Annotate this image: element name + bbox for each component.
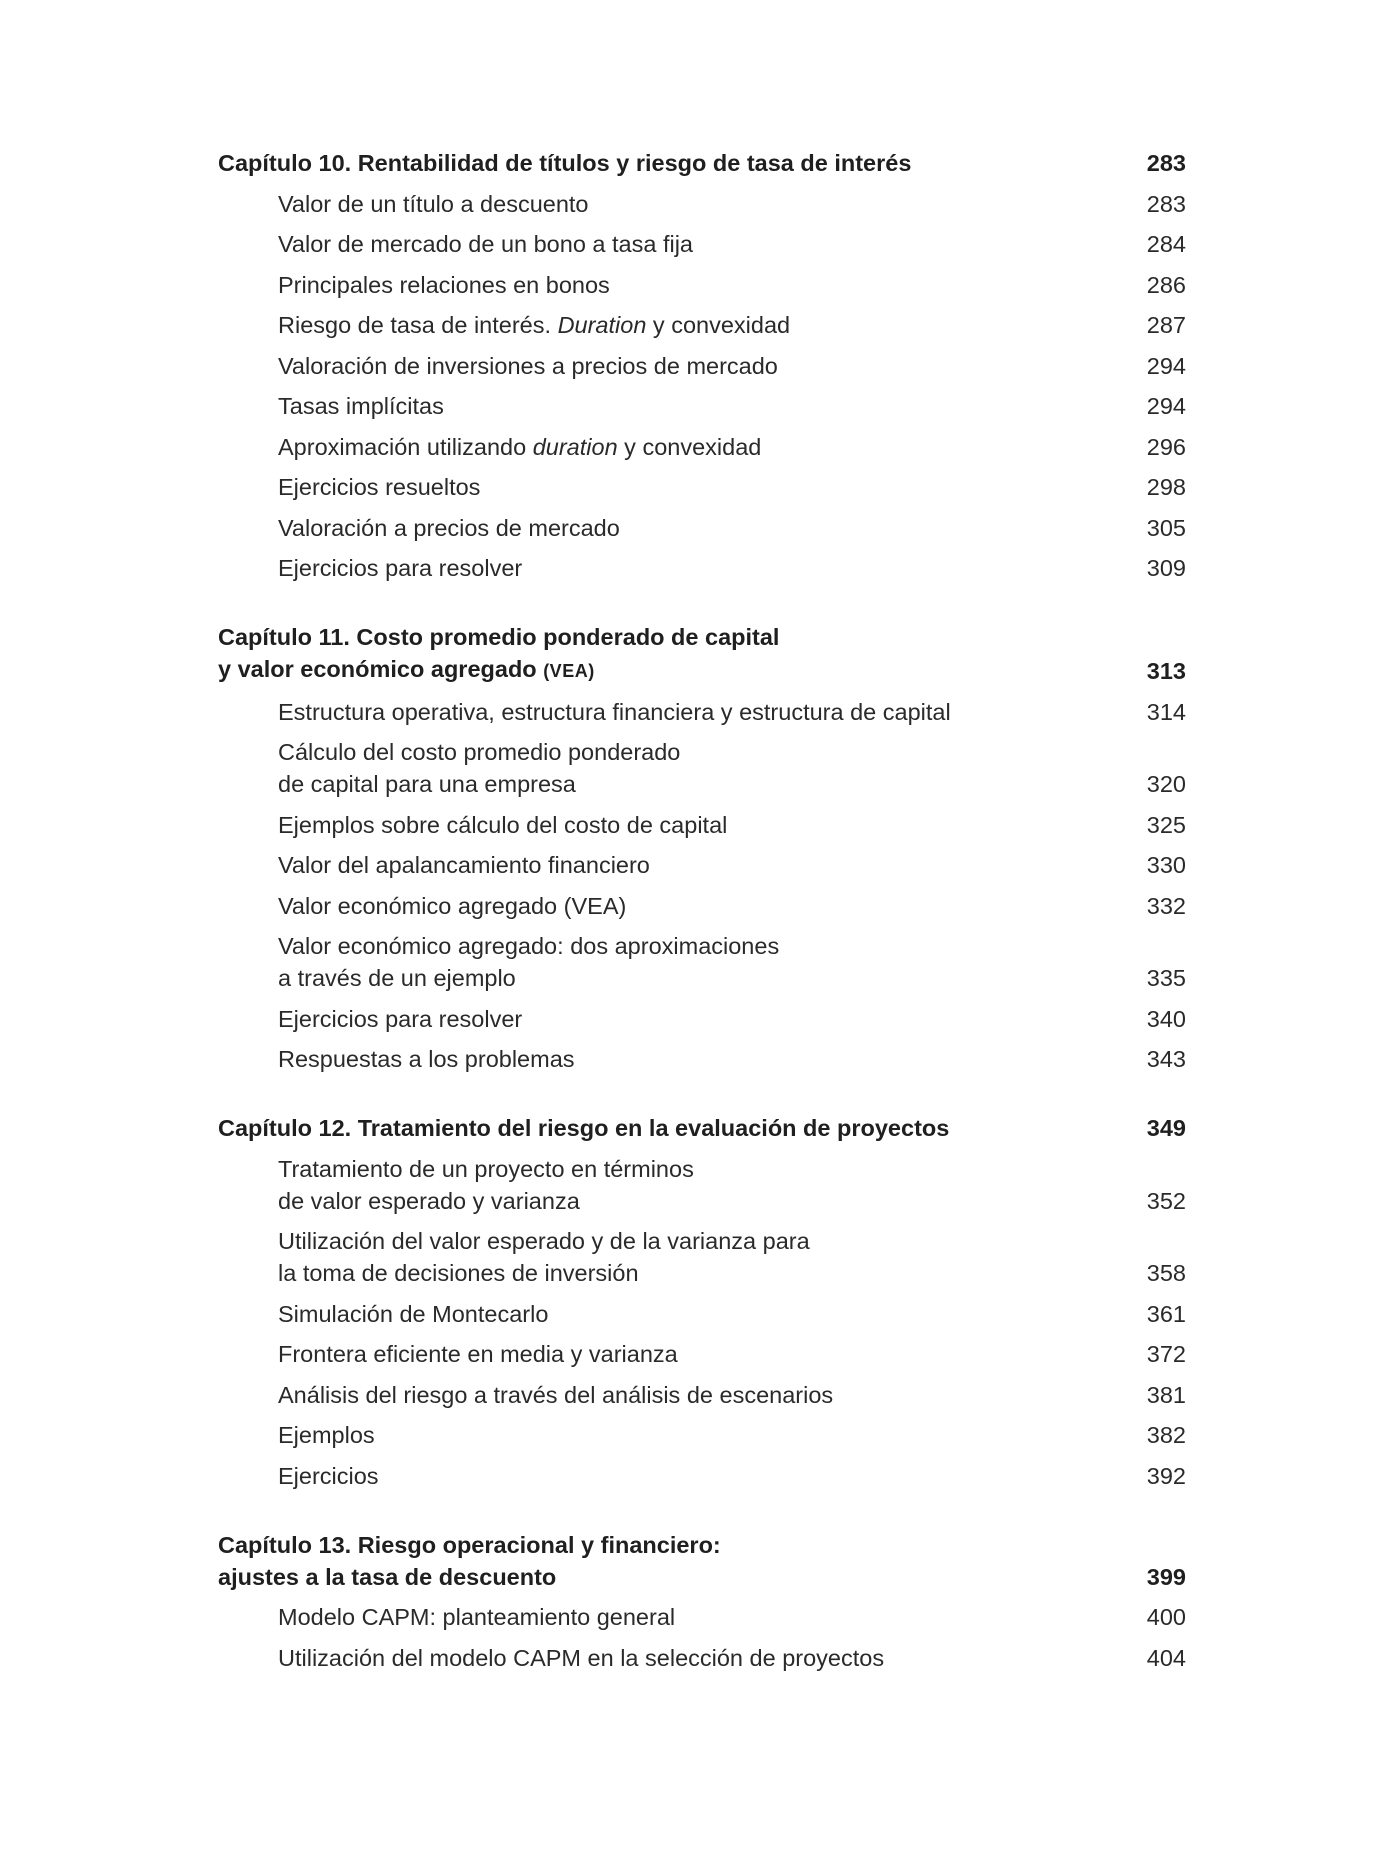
toc-entry [218, 552, 1186, 584]
chapter-title-line: Capítulo 11. Costo promedio ponderado de capital [218, 624, 780, 650]
chapter-page-number: 349 [1146, 1115, 1186, 1141]
entry-title-italic: Duration [557, 312, 647, 338]
chapter-heading [218, 621, 1186, 687]
toc-entry [218, 188, 1186, 220]
entry-title: Valoración a precios de mercado [278, 514, 620, 541]
entry-page-number: 382 [1146, 1422, 1186, 1448]
toc-entry [218, 696, 1186, 728]
entry-title: Frontera eficiente en media y varianza [278, 1341, 678, 1367]
entry-title-italic: duration [532, 433, 618, 460]
entry-page-number: 314 [1146, 698, 1186, 725]
entry-title: Simulación de Montecarlo [278, 1300, 549, 1327]
entry-page-number: 361 [1146, 1300, 1186, 1327]
entry-page-number: 309 [1146, 555, 1186, 581]
entry-title: a través de un ejemplo [278, 965, 516, 991]
entry-page-number: 335 [1146, 965, 1186, 991]
chapter-title [218, 1529, 721, 1593]
entry-page-number: 404 [1146, 1644, 1186, 1671]
toc-entry [218, 1225, 1186, 1289]
toc-entry [218, 809, 1186, 841]
toc-entry [218, 1043, 1186, 1075]
entry-page-number: 372 [1146, 1341, 1186, 1367]
entry-title: Valor de un título a descuento [278, 190, 589, 217]
toc-entry [218, 890, 1186, 922]
toc-entry [218, 1003, 1186, 1035]
toc-entry [218, 1298, 1186, 1330]
toc-entry [218, 471, 1186, 503]
toc-entry [218, 1338, 1186, 1370]
entry-page-number: 352 [1146, 1187, 1186, 1214]
entry-title: Valor de mercado de un bono a tasa fija [278, 231, 694, 257]
chapter-10 [218, 147, 1186, 584]
chapter-12 [218, 1112, 1186, 1492]
entry-title: Análisis del riesgo a través del análisis de escenarios [278, 1381, 834, 1408]
entry-title: Valor económico agregado: dos aproximaciones [278, 933, 780, 959]
toc-entry [218, 1642, 1186, 1674]
entry-title: Ejercicios [278, 1462, 379, 1489]
entry-title: Respuestas a los problemas [278, 1046, 575, 1072]
toc-entry [218, 431, 1186, 463]
chapter-title-line: Capítulo 10. Rentabilidad de títulos y riesgo de tasa de interés [218, 150, 912, 176]
toc-entry [218, 736, 1186, 800]
entry-title: Ejercicios resueltos [278, 474, 481, 500]
chapter-heading [218, 147, 1186, 179]
entry-page-number: 284 [1146, 231, 1186, 257]
entry-title: de valor esperado y varianza [278, 1187, 580, 1214]
entry-title: Valor del apalancamiento financiero [278, 852, 650, 878]
chapter-title-line: Capítulo 12. Tratamiento del riesgo en la evaluación de proyectos [218, 1115, 950, 1141]
entry-title: Utilización del modelo CAPM en la selección de proyectos [278, 1644, 885, 1671]
chapter-page-number: 283 [1146, 150, 1186, 176]
entry-page-number: 320 [1146, 771, 1186, 797]
entry-title: de capital para una empresa [278, 771, 576, 797]
entry-page-number: 294 [1146, 352, 1186, 379]
toc-entry [218, 1153, 1186, 1217]
entry-title: Cálculo del costo promedio ponderado [278, 739, 681, 765]
chapter-title-line: ajustes a la tasa de descuento [218, 1563, 557, 1590]
entry-page-number: 381 [1146, 1381, 1186, 1408]
entry-title: Estructura operativa, estructura financiera y estructura de capital [278, 698, 951, 725]
entry-title: Tratamiento de un proyecto en términos [278, 1155, 694, 1182]
entry-page-number: 330 [1146, 852, 1186, 878]
entry-title-part: Aproximación utilizando [278, 433, 533, 460]
entry-title: Tasas implícitas [278, 393, 444, 419]
chapter-page-number: 313 [1146, 658, 1186, 684]
chapter-heading [218, 1529, 1186, 1593]
chapter-title [218, 621, 779, 687]
chapter-title [218, 147, 911, 179]
toc-entry [218, 512, 1186, 544]
entry-page-number: 283 [1146, 190, 1186, 217]
entry-title-part: y convexidad [646, 312, 791, 338]
table-of-contents [218, 147, 1186, 1711]
entry-page-number: 286 [1146, 271, 1186, 298]
chapter-heading [218, 1112, 1186, 1144]
toc-entry [218, 1601, 1186, 1633]
entry-page-number: 287 [1146, 312, 1186, 338]
entry-page-number: 340 [1146, 1005, 1186, 1032]
toc-entry [218, 1460, 1186, 1492]
entry-page-number: 305 [1146, 514, 1186, 541]
entry-title: la toma de decisiones de inversión [278, 1260, 639, 1286]
toc-entry [218, 228, 1186, 260]
entry-title-part: y convexidad [617, 433, 762, 460]
entry-title-part: Riesgo de tasa de interés. [278, 312, 558, 338]
entry-title: Ejercicios para resolver [278, 1005, 523, 1032]
chapter-11 [218, 621, 1186, 1075]
toc-entry [218, 930, 1186, 994]
toc-entry [218, 849, 1186, 881]
toc-entry [218, 1379, 1186, 1411]
entry-title: Principales relaciones en bonos [278, 271, 610, 298]
entry-page-number: 325 [1146, 811, 1186, 838]
toc-entry [218, 269, 1186, 301]
entry-page-number: 400 [1146, 1604, 1186, 1630]
entry-page-number: 294 [1146, 393, 1186, 419]
toc-entry [218, 309, 1186, 341]
entry-page-number: 358 [1146, 1260, 1186, 1286]
entry-page-number: 343 [1146, 1046, 1186, 1072]
entry-page-number: 296 [1146, 433, 1186, 460]
entry-title [278, 431, 761, 463]
chapter-title-text: y valor económico agregado [218, 656, 544, 682]
toc-entry [218, 1419, 1186, 1451]
entry-title: Valor económico agregado (VEA) [278, 892, 627, 919]
entry-title: Ejercicios para resolver [278, 555, 523, 581]
entry-page-number: 392 [1146, 1462, 1186, 1489]
entry-title: Utilización del valor esperado y de la varianza para [278, 1228, 810, 1254]
chapter-title-line: Capítulo 13. Riesgo operacional y financiero: [218, 1531, 721, 1558]
chapter-13 [218, 1529, 1186, 1674]
entry-title: Modelo CAPM: planteamiento general [278, 1604, 676, 1630]
toc-entry [218, 350, 1186, 382]
toc-entry [218, 390, 1186, 422]
entry-title: Ejemplos sobre cálculo del costo de capital [278, 811, 728, 838]
chapter-title [218, 1112, 949, 1144]
chapter-title-suffix: (VEA) [543, 661, 595, 681]
entry-title: Valoración de inversiones a precios de mercado [278, 352, 778, 379]
entry-title: Ejemplos [278, 1422, 375, 1448]
chapter-page-number: 399 [1146, 1563, 1186, 1590]
entry-page-number: 332 [1146, 892, 1186, 919]
chapter-title-line [218, 653, 779, 687]
entry-title [278, 309, 790, 341]
entry-page-number: 298 [1146, 474, 1186, 500]
